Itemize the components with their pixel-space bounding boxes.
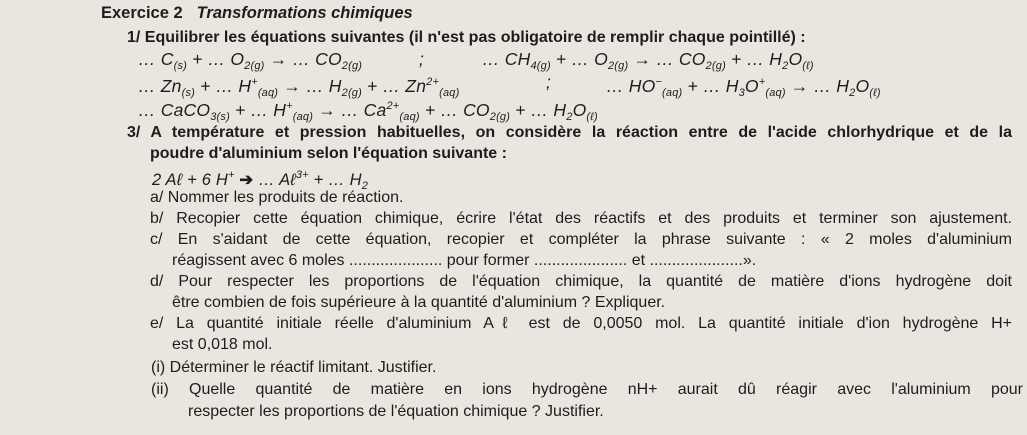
question-3e-i: (i) Déterminer le réactif limitant. Justifier. (151, 359, 437, 376)
question-3e-ii-line1: (ii) Quelle quantité de matière en ions hydrogène nH+ aurait dû réagir avec l'aluminium pour (151, 381, 1023, 398)
question-3d-line2: être combien de fois supérieure à la quantité d'aluminium ? Expliquer. (172, 294, 666, 311)
equation-zinc-acid: … $Zn_{(s)}$ + … $H^+_{(aq)}$ → … $H_{2(g)}$ + … $Zn^{2+}_{(aq)}$ (138, 76, 460, 99)
equation-carbon-combustion: … $C_{(s)}$ + … $O_{2(g)}$ → … $CO_{2(g)}$ (138, 49, 363, 72)
equation-calcium-carbonate: … CaCO$_{3(s)}$ + … $H^+_{(aq)}$ → … $Ca^{2+}_{(aq)}$ + … $CO_{2(g)}$ + … $H_2O_{(\ell)}$ (138, 100, 598, 123)
question-1: 1/ Equilibrer les équations suivantes (il n'est pas obligatoire de remplir chaque pointillé) : (127, 29, 806, 46)
equation-separator-2: ; (546, 72, 552, 92)
question-3b: b/ Recopier cette équation chimique, écrire l'état des réactifs et des produits et terminer son ajustement. (150, 210, 1012, 227)
question-3e-ii-line2: respecter les proportions de l'équation chimique ? Justifier. (188, 403, 604, 420)
equation-methane-combustion: … $CH_{4(g)}$ + … $O_{2(g)}$ → … $CO_{2(g)}$ + … $H_2O_{(\ell)}$ (482, 49, 814, 72)
question-3c-line2: réagissent avec 6 moles ..................... pour former ..................... et .....................». (172, 252, 757, 269)
question-3d-line1: d/ Pour respecter les proportions de l'équation chimique, la quantité de matière d'ions hydrogène doit (150, 273, 1012, 290)
question-3e-line2: est 0,018 mol. (172, 336, 273, 353)
equation-separator: ; (419, 49, 425, 69)
aluminium-equation: 2 Aℓ + 6 H+ ➔ … Aℓ$^{3+}$ + … $H_2$ (152, 169, 369, 192)
question-3-intro-line1: 3/ A température et pression habituelles, on considère la réaction entre de l'acide chlorhydrique et de la (127, 124, 1012, 141)
equation-neutralisation: … $HO^-_{(aq)}$ + … $H_3O^+_{(aq)}$ → … $H_2O_{(\ell)}$ (606, 76, 881, 99)
exercise-title: Transformations chimiques (196, 4, 413, 22)
question-3c-line1: c/ En s'aidant de cette équation, recopier et compléter la phrase suivante : « 2 moles d'aluminium (150, 231, 1012, 248)
exercise-number: Exercice 2 (101, 4, 183, 22)
question-3e-line1: e/ La quantité initiale réelle d'aluminium Aℓ est de 0,0050 mol. La quantité initiale d'ion hydrogène H+ (150, 315, 1012, 332)
question-3a: a/ Nommer les produits de réaction. (150, 189, 404, 206)
question-3-intro-line2: poudre d'aluminium selon l'équation suivante : (150, 145, 507, 162)
exercise-heading (101, 4, 413, 23)
